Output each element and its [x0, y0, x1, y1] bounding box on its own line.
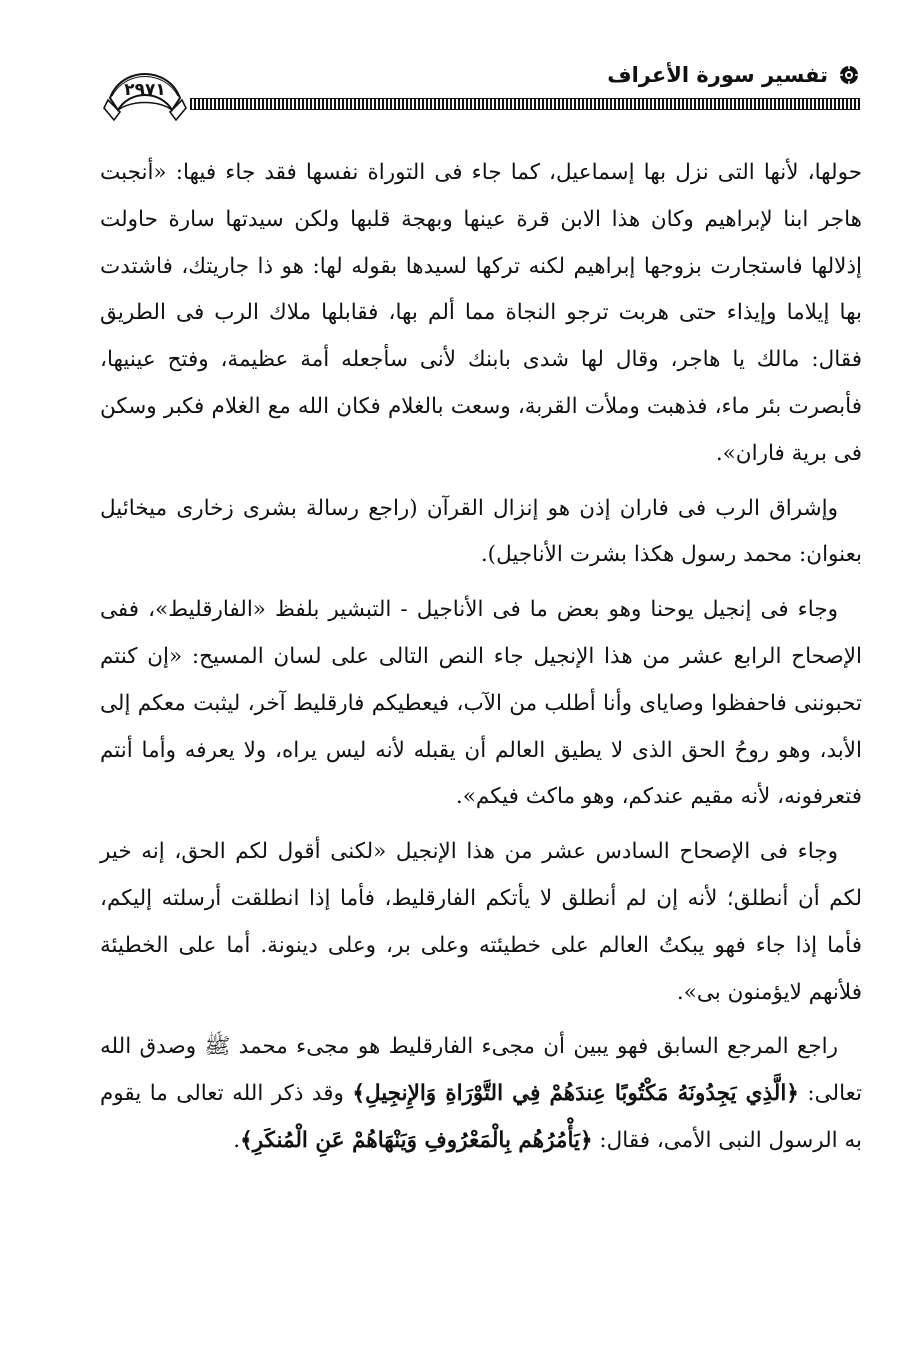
page-body: [100, 150, 862, 1173]
header-rule: [190, 98, 860, 110]
paragraph-5-part-1: راجع المرجع السابق فهو يبين أن مجىء الفارقليط هو مجىء محمد ﷺ وصدق الله تعالى:: [100, 1034, 862, 1107]
paragraph-5-part-3: .: [233, 1127, 241, 1153]
header-title: تفسير سورة الأعراف: [607, 63, 828, 87]
paragraph-5: [100, 1024, 862, 1164]
paragraph-4: وجاء فى الإصحاح السادس عشر من هذا الإنجيل «لكنى أقول لكم الحق، إنه خير لكم أن أنطلق؛ لأنه إن لم أنطلق لا يأتكم الفارقليط، فأما إذا انطلقت أرسلته إليكم، فأما إذا جاء فهو يبكتُ العالم على خطيئته وعلى بر، وعلى دينونة. أما على الخطيئة فلأنهم لايؤمنون بى».: [100, 839, 862, 1005]
quran-verse-2: ﴿يَأْمُرُهُم بِالْمَعْرُوفِ وَيَنْهَاهُمْ عَنِ الْمُنكَرِ﴾: [240, 1127, 593, 1153]
page-number-badge: [102, 60, 188, 126]
page-header: [100, 58, 860, 128]
paragraph-3: وجاء فى إنجيل يوحنا وهو بعض ما فى الأناجيل - التبشير بلفظ «الفارقليط»، ففى الإصحاح الرابع عشر من هذا الإنجيل جاء النص التالى على لسان المسيح: «إن كنتم تحبوننى فاحفظوا وصاياى وأنا أطلب من الآب، فيعطيكم فارقليط آخر، ليثبت معكم إلى الأبد، وهو روحُ الحق الذى لا يطيق العالم أن يقبله لأنه ليس يراه، ولا يعرفه وأما أنتم فتعرفونه، لأنه مقيم عندكم، وهو ماكث فيكم».: [100, 597, 862, 810]
flower-ornament-icon: [838, 64, 860, 86]
header-title-group: [607, 58, 860, 92]
paragraph-1: حولها، لأنها التى نزل بها إسماعيل، كما جاء فى التوراة نفسها فقد جاء فيها: «أنجبت هاجر ابنا لإبراهيم وكان هذا الابن قرة عينها وبهجة قلبها ولكن سيدتها سارة حاولت إذلالها فاستجارت بزوجها إبراهيم لكنه تركها لسيدها بقوله لها: هو ذا جاريتك، فاشتدت بها إيلاما وإيذاء حتى هربت ترجو النجاة مما ألم بها، فقابلها ملاك الرب فى الطريق فقال: مالك يا هاجر، وقال لها شدى بابنك لأنى سأجعله أمة عظيمة، وفتح عينيها، فأبصرت بئر ماء، فذهبت وملأت القربة، وسعت بالغلام فكان الله مع الغلام فكبر وسكن فى برية فاران».: [100, 160, 862, 466]
paragraph-2: وإشراق الرب فى فاران إذن هو إنزال القرآن (راجع رسالة بشرى زخارى ميخائيل بعنوان: محمد رسول هكذا بشرت الأناجيل).: [100, 495, 862, 568]
page-number: ٢٩٧١: [124, 80, 166, 100]
paragraph-5-part-2: وقد ذكر الله تعالى ما يقوم به الرسول النبى الأمى، فقال:: [100, 1081, 862, 1153]
quran-verse-1: ﴿الَّذِي يَجِدُونَهُ مَكْتُوبًا عِندَهُمْ فِي التَّوْرَاةِ وَالإِنجِيلِ﴾: [352, 1081, 799, 1107]
